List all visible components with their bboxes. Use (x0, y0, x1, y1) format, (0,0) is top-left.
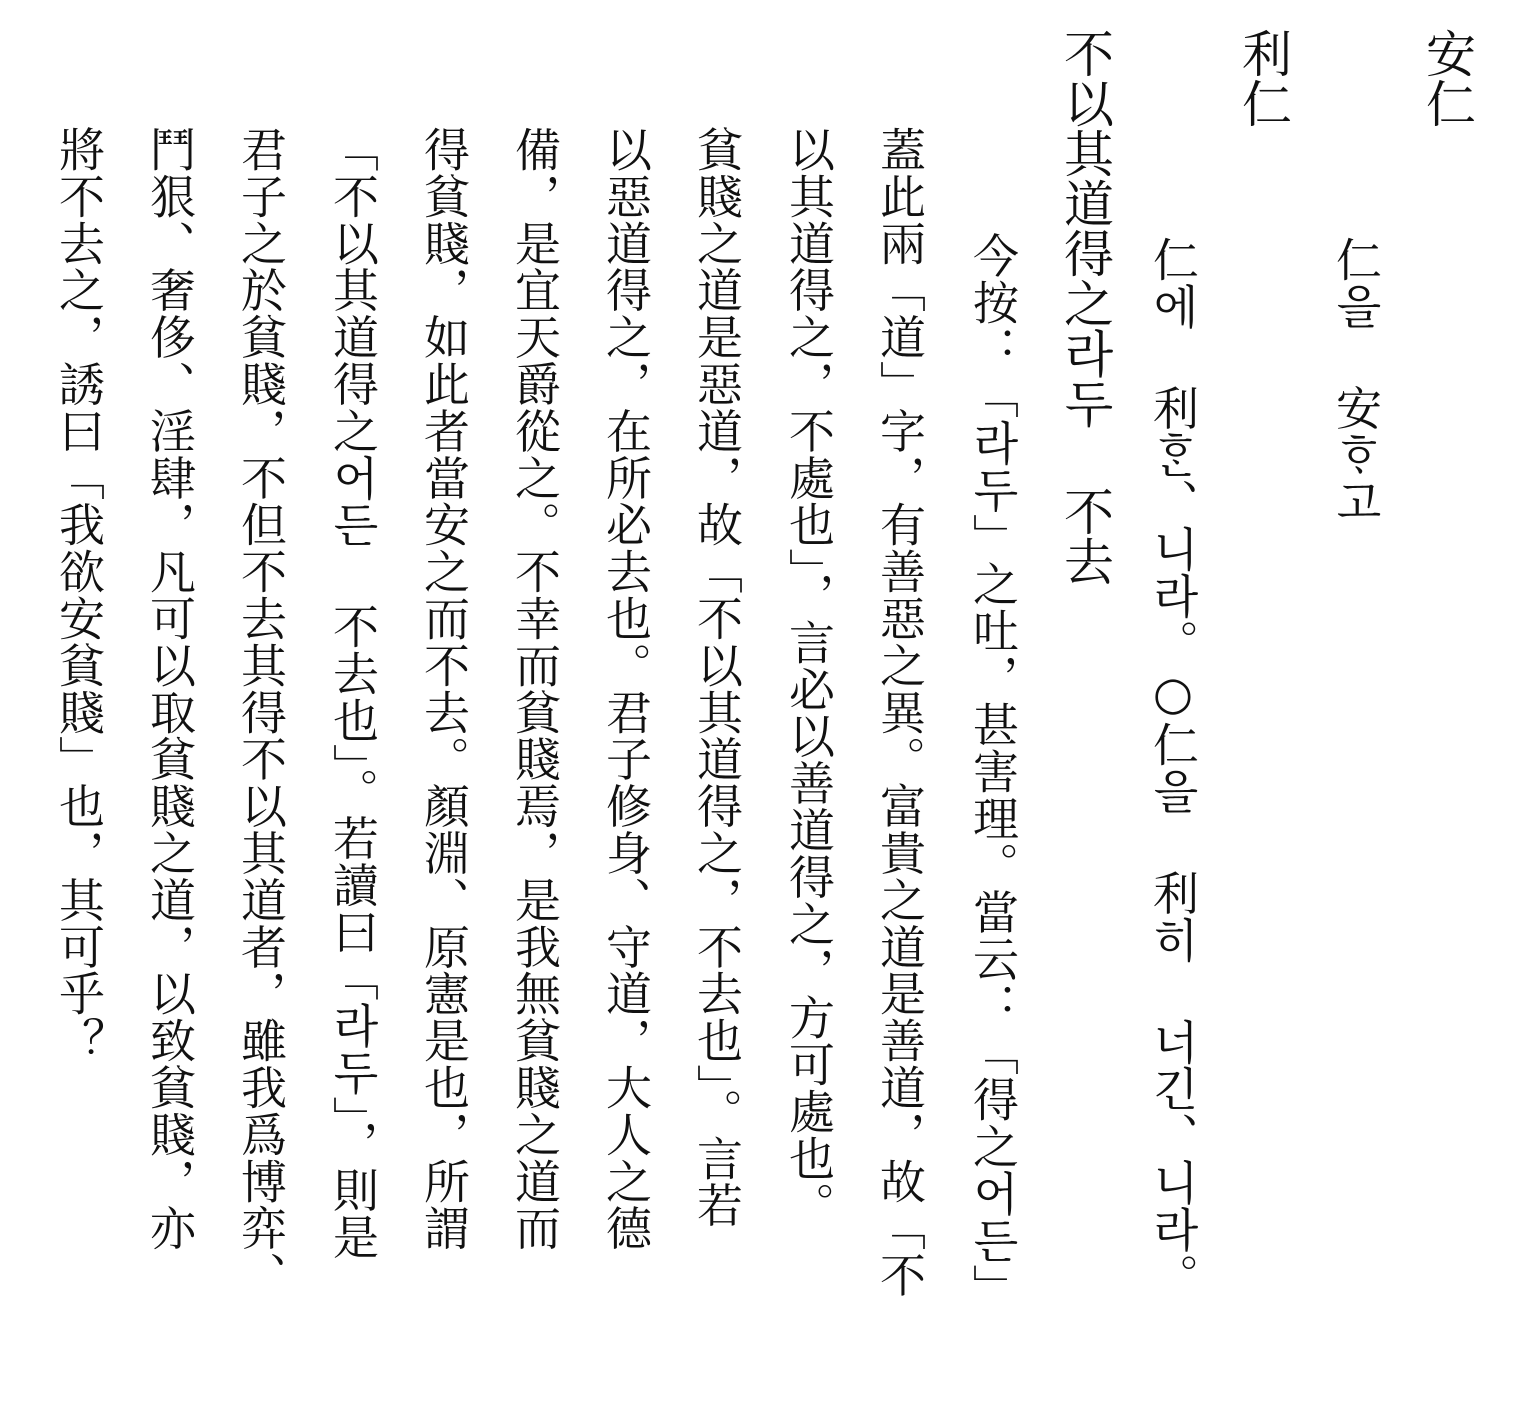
heading-anin: 安仁 (1418, 28, 1476, 128)
commentary-line-11: 將不去之，誘曰「我欲安貧賤」也，其可乎？ (52, 126, 106, 1064)
commentary-line-10: 鬥狠、奢侈、淫肆，凡可以取貧賤之道，以致貧賤，亦 (143, 126, 197, 1252)
commentary-line-3: 以其道得之，不處也」，言必以善道得之，方可處也。 (782, 126, 836, 1229)
commentary-line-8: 「不以其道得之어든 不去也」。若讀曰「라두」，則是 (326, 126, 380, 1261)
commentary-line-2: 蓋此兩「道」字，有善惡之異。富貴之道是善道，故「不 (873, 126, 927, 1299)
gloss-riin: 仁에 利ᄒᆞᆫ、니라。○仁을 利히 너긴、니라。 (1146, 236, 1200, 1300)
gloss-anin: 仁을 安ᄒᆞ고 (1329, 236, 1383, 526)
commentary-line-9: 君子之於貧賤，不但不去其得不以其道者，雖我爲博弈、 (234, 126, 288, 1299)
commentary-line-6: 備，是宜天爵從之。不幸而貧賤焉，是我無貧賤之道而 (508, 126, 562, 1252)
commentary-line-4: 貧賤之道是惡道，故「不以其道得之，不去也」。言若 (690, 126, 744, 1229)
heading-riin: 利仁 (1234, 28, 1292, 128)
commentary-line-1: 今按：「라두」之吐，甚害理。當云：「得之어든」 (966, 232, 1020, 1311)
heading-text-line: 不以其道得之라두 不去 (1056, 28, 1114, 586)
commentary-line-7: 得貧賤，如此者當安之而不去。顏淵、原憲是也，所謂 (417, 126, 471, 1252)
commentary-line-5: 以惡道得之，在所必去也。君子修身、守道，大人之德 (599, 126, 653, 1252)
